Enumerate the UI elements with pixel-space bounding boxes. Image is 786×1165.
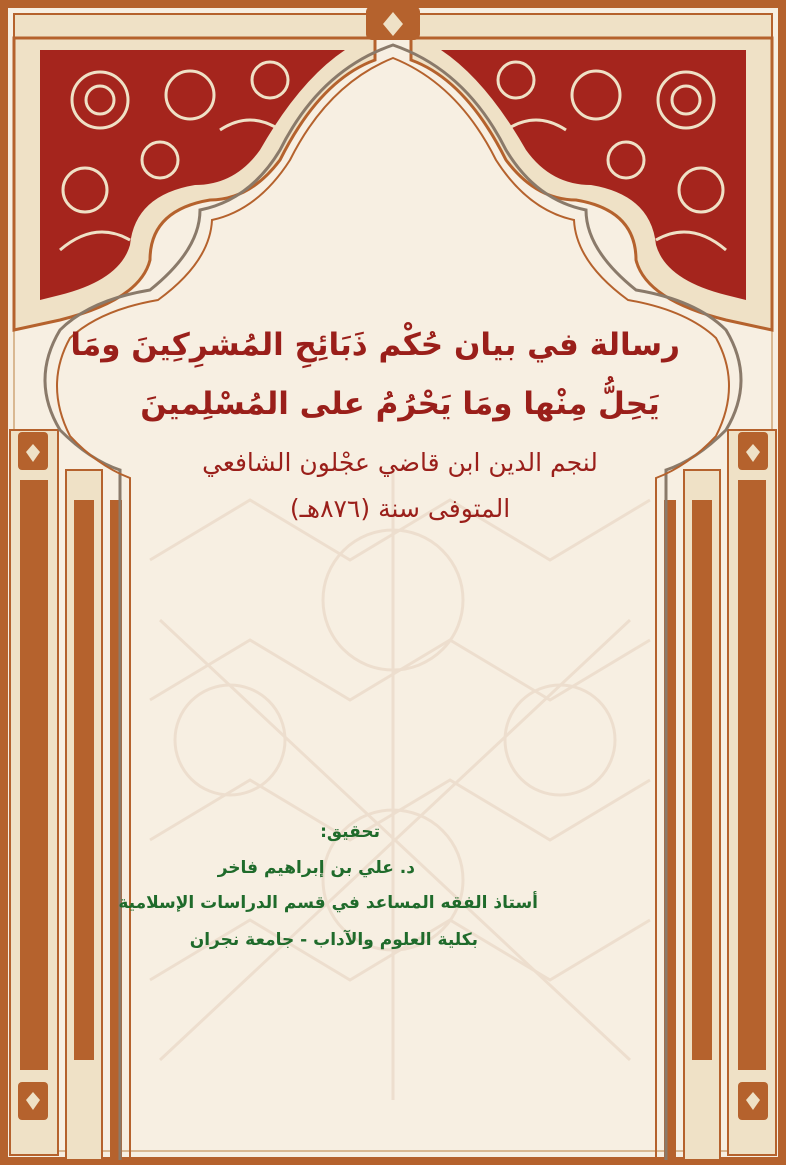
author-line: لنجم الدين ابن قاضي عجْلون الشافعي [202, 448, 598, 477]
right-pillar [664, 430, 776, 1160]
editor-name: د. علي بن إبراهيم فاخر [217, 858, 415, 878]
editor-position: أستاذ الفقه المساعد في قسم الدراسات الإسلامية [118, 893, 538, 913]
title-block [70, 0, 680, 560]
death-date-line: المتوفى سنة (٨٧٦هـ) [289, 494, 511, 523]
editor-heading: تحقيق: [320, 822, 380, 842]
background-pattern [150, 470, 650, 1100]
editor-institution: بكلية العلوم والآداب - جامعة نجران [189, 930, 478, 950]
left-pillar [10, 430, 122, 1160]
book-title-line-1: رسالة في بيان حُكْم ذَبَائِحِ المُشرِكِينَ ومَا [70, 327, 680, 363]
book-title-line-2: يَحِلُّ مِنْها ومَا يَحْرُمُ على المُسْلِمينَ [140, 386, 660, 422]
